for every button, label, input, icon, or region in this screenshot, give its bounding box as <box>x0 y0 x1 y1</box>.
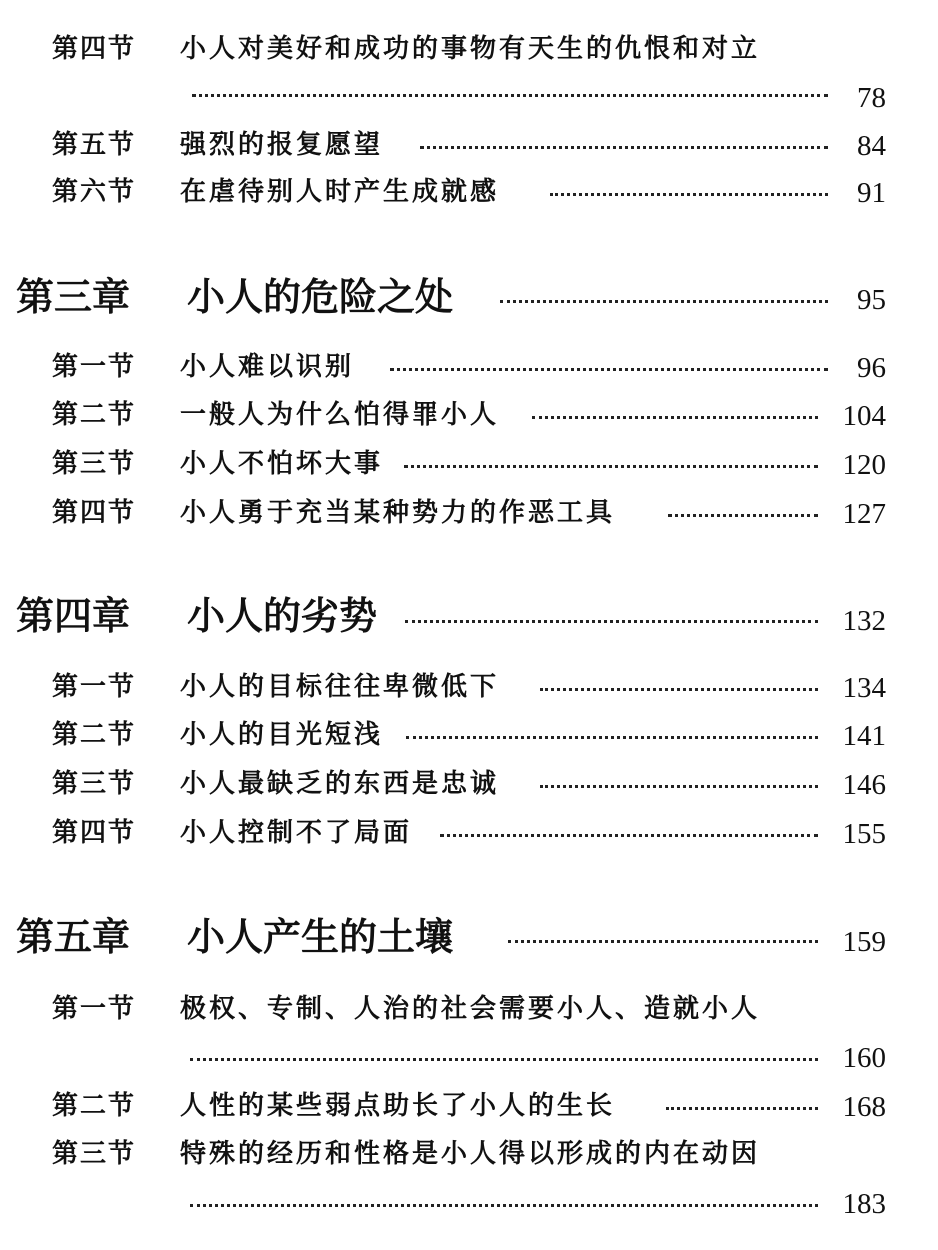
page-number: 160 <box>842 1042 886 1074</box>
page-number: 84 <box>857 130 886 162</box>
dot-leader <box>405 620 818 623</box>
section-title: 小人难以识别 <box>180 352 355 382</box>
section-number: 第四节 <box>52 818 137 848</box>
chapter-number: 第三章 <box>16 274 131 319</box>
page-number: 91 <box>857 177 886 209</box>
page-number: 78 <box>857 82 886 114</box>
section-number: 第一节 <box>52 352 137 382</box>
section-title: 小人勇于充当某种势力的作恶工具 <box>180 498 616 528</box>
page-number: 104 <box>842 400 886 432</box>
page-number: 132 <box>842 605 886 637</box>
section-title: 特殊的经历和性格是小人得以形成的内在动因 <box>180 1139 761 1169</box>
section-number: 第一节 <box>52 672 137 702</box>
chapter-title: 小人产生的土壤 <box>187 914 454 959</box>
page-number: 95 <box>857 284 886 316</box>
section-title: 小人不怕坏大事 <box>180 449 384 479</box>
dot-leader <box>666 1107 818 1110</box>
dot-leader <box>440 834 818 837</box>
section-number: 第二节 <box>52 1091 137 1121</box>
chapter-number: 第五章 <box>16 914 131 959</box>
dot-leader <box>500 300 828 303</box>
page-number: 127 <box>842 498 886 530</box>
dot-leader <box>420 146 828 149</box>
dot-leader <box>532 416 818 419</box>
dot-leader <box>192 94 828 97</box>
dot-leader <box>390 368 828 371</box>
section-number: 第六节 <box>52 177 137 207</box>
section-number: 第二节 <box>52 400 137 430</box>
section-title: 人性的某些弱点助长了小人的生长 <box>180 1091 616 1121</box>
page-number: 183 <box>842 1188 886 1220</box>
dot-leader <box>668 514 818 517</box>
section-title: 强烈的报复愿望 <box>180 130 384 160</box>
dot-leader <box>190 1204 818 1207</box>
page-number: 134 <box>842 672 886 704</box>
section-title: 在虐待别人时产生成就感 <box>180 177 500 207</box>
chapter-title: 小人的劣势 <box>187 593 378 638</box>
section-title: 极权、专制、人治的社会需要小人、造就小人 <box>180 994 761 1024</box>
section-title: 小人的目标往往卑微低下 <box>180 672 500 702</box>
dot-leader <box>550 193 828 196</box>
section-number: 第一节 <box>52 994 137 1024</box>
chapter-number: 第四章 <box>16 593 131 638</box>
chapter-title: 小人的危险之处 <box>187 274 454 319</box>
section-title: 小人最缺乏的东西是忠诚 <box>180 769 500 799</box>
section-number: 第四节 <box>52 34 137 64</box>
dot-leader <box>190 1058 818 1061</box>
section-title: 小人的目光短浅 <box>180 720 384 750</box>
section-number: 第五节 <box>52 130 137 160</box>
section-number: 第三节 <box>52 449 137 479</box>
dot-leader <box>540 785 818 788</box>
page-number: 159 <box>842 926 886 958</box>
section-number: 第三节 <box>52 1139 137 1169</box>
section-title: 小人控制不了局面 <box>180 818 413 848</box>
dot-leader <box>406 736 818 739</box>
section-number: 第四节 <box>52 498 137 528</box>
page-number: 141 <box>842 720 886 752</box>
dot-leader <box>404 465 818 468</box>
section-title: 一般人为什么怕得罪小人 <box>180 400 500 430</box>
page-number: 120 <box>842 449 886 481</box>
dot-leader <box>508 940 818 943</box>
page-number: 146 <box>842 769 886 801</box>
dot-leader <box>540 688 818 691</box>
page-number: 96 <box>857 352 886 384</box>
page-number: 155 <box>842 818 886 850</box>
section-title: 小人对美好和成功的事物有天生的仇恨和对立 <box>180 34 761 64</box>
section-number: 第二节 <box>52 720 137 750</box>
page-number: 168 <box>842 1091 886 1123</box>
section-number: 第三节 <box>52 769 137 799</box>
